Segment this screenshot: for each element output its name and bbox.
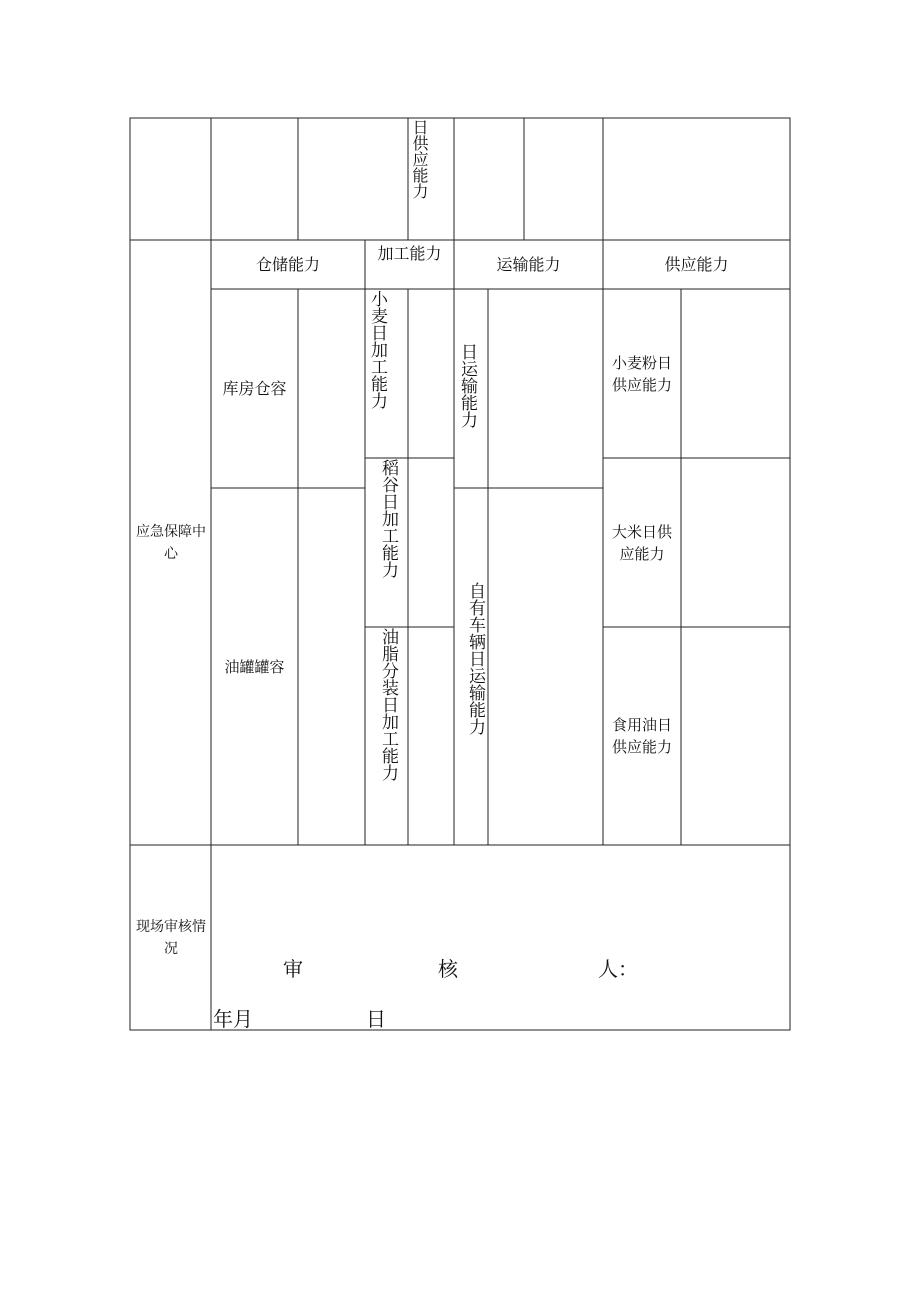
date-day: 日 [366,1007,386,1031]
header-storage: 仓储能力 [255,254,320,274]
rice-processing-label: 稻谷日加工能力 [378,459,398,578]
oil-tank-capacity-label: 油罐罐容 [224,657,285,676]
header-supply: 供应能力 [664,254,729,274]
flour-supply-label: 小麦粉日供应能力 [611,353,672,394]
header-processing: 加工能力 [377,244,442,263]
oil-processing-label: 油脂分装日加工能力 [378,628,398,781]
reviewer-char-2: 核 [438,957,458,981]
rice-supply-label: 大米日供应能力 [611,522,672,563]
section-label: 应急保障中心 [136,524,206,562]
own-vehicle-transport-label: 自有车辆日运输能力 [465,582,485,735]
warehouse-capacity-label: 库房仓容 [222,378,287,398]
reviewer-char-3: 人： [598,957,638,981]
onsite-review-label: 现场审核情况 [136,919,206,957]
reviewer-char-1: 审 [283,957,303,981]
daily-transport-label: 日运输能力 [457,343,477,428]
wheat-processing-label: 小麦日加工能力 [367,290,387,409]
date-year-month: 年月 [213,1007,253,1031]
header-transport: 运输能力 [496,254,561,274]
edible-oil-supply-label: 食用油日供应能力 [611,716,672,756]
daily-supply-capacity-label: 日供应能力 [410,119,429,199]
